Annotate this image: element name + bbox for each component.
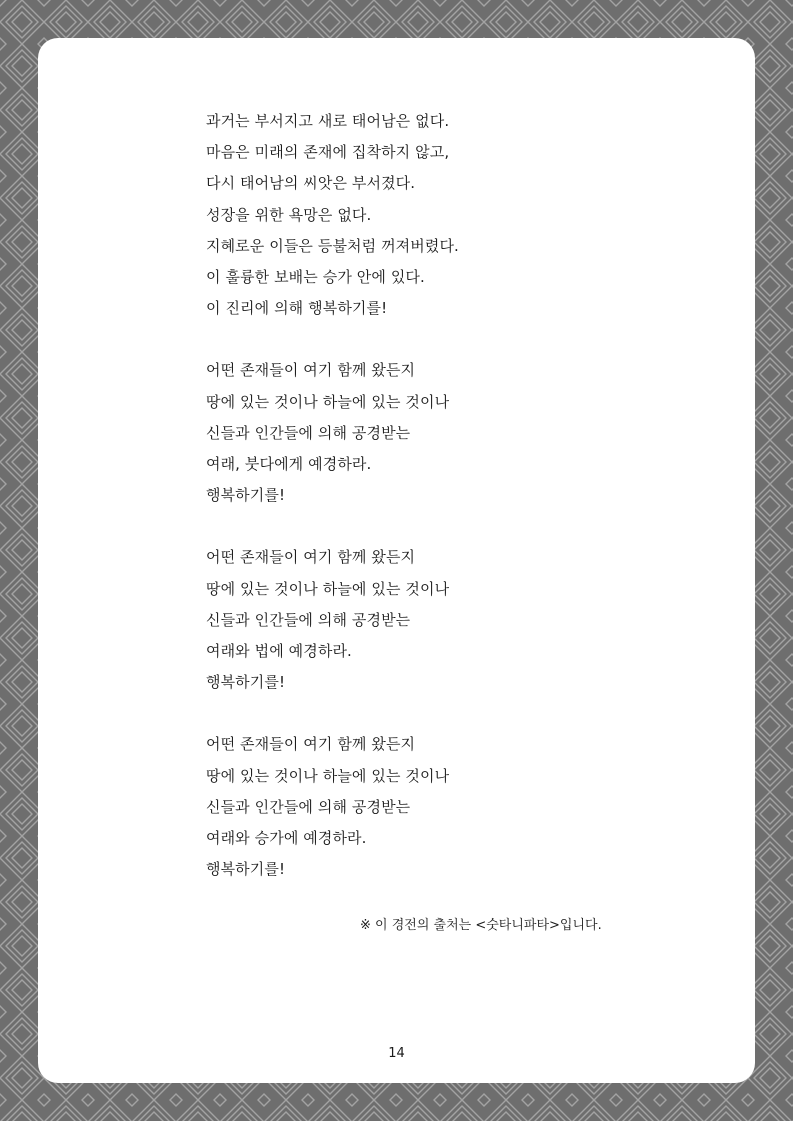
verse-line: 마음은 미래의 존재에 집착하지 않고, <box>206 143 450 162</box>
verse-line: 어떤 존재들이 여기 함께 왔든지 <box>206 361 416 380</box>
page-card <box>38 38 755 1083</box>
verse-line: 여래, 붓다에게 예경하라. <box>206 455 372 474</box>
verse-line: 다시 태어남의 씨앗은 부서졌다. <box>206 174 416 193</box>
verse-line: 과거는 부서지고 새로 태어남은 없다. <box>206 112 450 130</box>
page-number: 14 <box>388 1046 405 1061</box>
verse-line: 땅에 있는 것이나 하늘에 있는 것이나 <box>206 392 450 411</box>
verse-line: 어떤 존재들이 여기 함께 왔든지 <box>206 548 416 567</box>
verse-line: 이 훌륭한 보배는 승가 안에 있다. <box>206 268 425 287</box>
verse-line: 행복하기를! <box>206 860 286 879</box>
stanza-2 <box>206 355 706 511</box>
verse-text <box>206 106 706 916</box>
stanza-1 <box>206 106 706 324</box>
verse-line: 어떤 존재들이 여기 함께 왔든지 <box>206 735 416 754</box>
verse-line: 신들과 인간들에 의해 공경받는 <box>206 423 411 442</box>
verse-line: 성장을 위한 욕망은 없다. <box>206 205 372 224</box>
verse-line: 이 진리에 의해 행복하기를! <box>206 299 388 318</box>
stanza-3 <box>206 542 706 698</box>
source-note: ※ 이 경전의 출처는 <숫타니파타>입니다. <box>360 918 602 933</box>
verse-line: 땅에 있는 것이나 하늘에 있는 것이나 <box>206 766 450 785</box>
verse-line: 땅에 있는 것이나 하늘에 있는 것이나 <box>206 579 450 598</box>
verse-line: 여래와 법에 예경하라. <box>206 642 352 661</box>
verse-line: 지혜로운 이들은 등불처럼 꺼져버렸다. <box>206 236 459 255</box>
verse-line: 여래와 승가에 예경하라. <box>206 829 367 848</box>
verse-line: 행복하기를! <box>206 673 286 692</box>
verse-line: 신들과 인간들에 의해 공경받는 <box>206 610 411 629</box>
verse-line: 신들과 인간들에 의해 공경받는 <box>206 797 411 816</box>
verse-line: 행복하기를! <box>206 486 286 505</box>
stanza-4 <box>206 729 706 885</box>
